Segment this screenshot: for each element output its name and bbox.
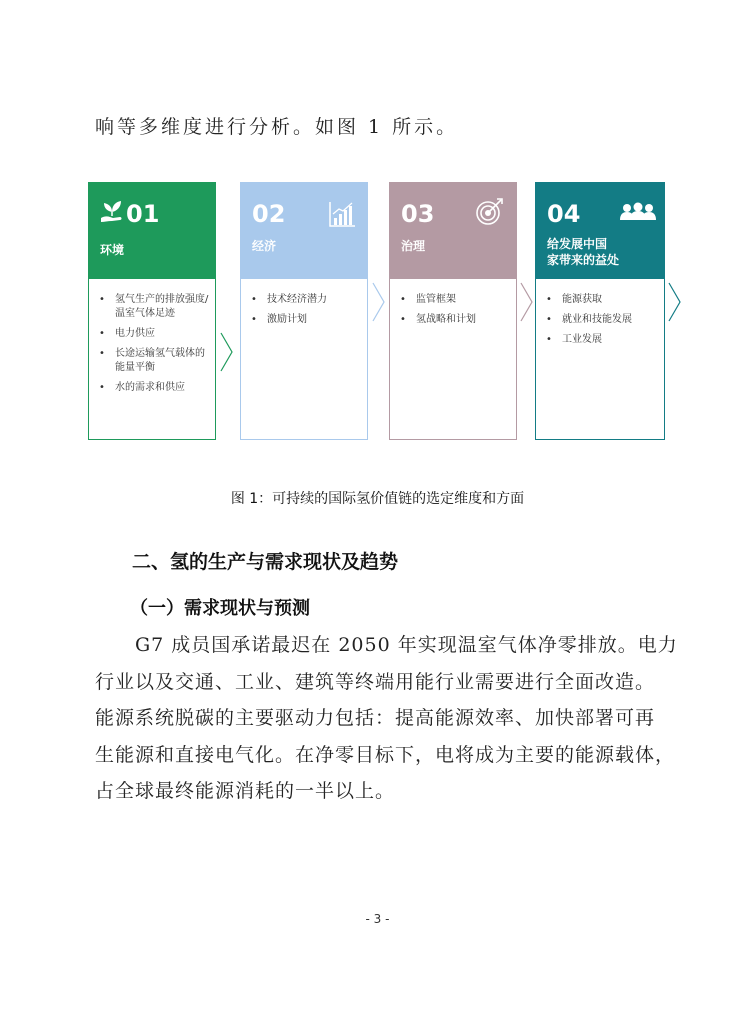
chevron-right-icon xyxy=(668,282,682,322)
list-item: • 技术经济潜力 xyxy=(249,293,361,307)
paragraph-line: 生能源和直接电气化。在净零目标下，电将成为主要的能源载体， xyxy=(95,743,676,766)
card-header xyxy=(88,182,216,279)
chevron-right-icon xyxy=(372,282,386,322)
card-number: 01 xyxy=(126,200,160,228)
intro-text: 响等多维度进行分析。如图 1 所示。 xyxy=(95,116,459,138)
list-item: • 工业发展 xyxy=(544,333,658,347)
card-header xyxy=(240,182,368,279)
chevron-right-icon xyxy=(220,332,234,372)
bar-chart-icon xyxy=(328,200,356,232)
card-header xyxy=(389,182,517,279)
dimensions-figure xyxy=(88,182,688,444)
paragraph-line: G7 成员国承诺最迟在 2050 年实现温室气体净零排放。电力 xyxy=(135,634,678,656)
list-item: • 就业和技能发展 xyxy=(544,313,658,327)
card-number: 03 xyxy=(401,200,435,228)
card-title: 给发展中国 家带来的益处 xyxy=(547,237,620,267)
paragraph-line: 行业以及交通、工业、建筑等终端用能行业需要进行全面改造。 xyxy=(95,670,656,693)
card-body xyxy=(88,279,216,440)
people-group-icon xyxy=(619,202,657,226)
list-item: • 能源获取 xyxy=(544,293,658,307)
list-item: • 氢气生产的排放强度/温室气体足迹 xyxy=(97,293,209,321)
target-icon xyxy=(475,196,505,230)
paragraph-line: 能源系统脱碳的主要驱动力包括：提高能源效率、加快部署可再 xyxy=(95,707,656,729)
card-environment xyxy=(88,182,216,393)
card-body xyxy=(389,279,517,440)
card-benefits xyxy=(535,182,665,345)
card-title: 治理 xyxy=(401,239,426,253)
list-item: • 氢战略和计划 xyxy=(398,313,510,327)
list-item: • 激励计划 xyxy=(249,313,361,327)
body-paragraph xyxy=(95,627,685,810)
list-item: • 水的需求和供应 xyxy=(97,381,209,395)
list-item: • 电力供应 xyxy=(97,327,209,341)
card-header xyxy=(535,182,665,279)
card-body xyxy=(535,279,665,440)
card-title: 经济 xyxy=(252,239,277,253)
card-number: 02 xyxy=(252,200,286,228)
plant-hand-icon xyxy=(100,198,124,228)
list-item: • 监管框架 xyxy=(398,293,510,307)
card-economy xyxy=(240,182,368,325)
figure-caption: 图 1：可持续的国际氢价值链的选定维度和方面 xyxy=(230,491,525,507)
card-body xyxy=(240,279,368,440)
card-number: 04 xyxy=(547,200,581,228)
subsection-title: （一）需求现状与预测 xyxy=(130,598,310,619)
page-number: - 3 - xyxy=(365,912,390,926)
card-governance xyxy=(389,182,517,325)
section-title: 二、氢的生产与需求现状及趋势 xyxy=(132,551,399,573)
chevron-right-icon xyxy=(520,282,534,322)
card-title: 环境 xyxy=(100,243,125,257)
paragraph-line: 占全球最终能源消耗的一半以上。 xyxy=(95,780,396,802)
list-item: • 长途运输氢气载体的能量平衡 xyxy=(97,347,209,375)
